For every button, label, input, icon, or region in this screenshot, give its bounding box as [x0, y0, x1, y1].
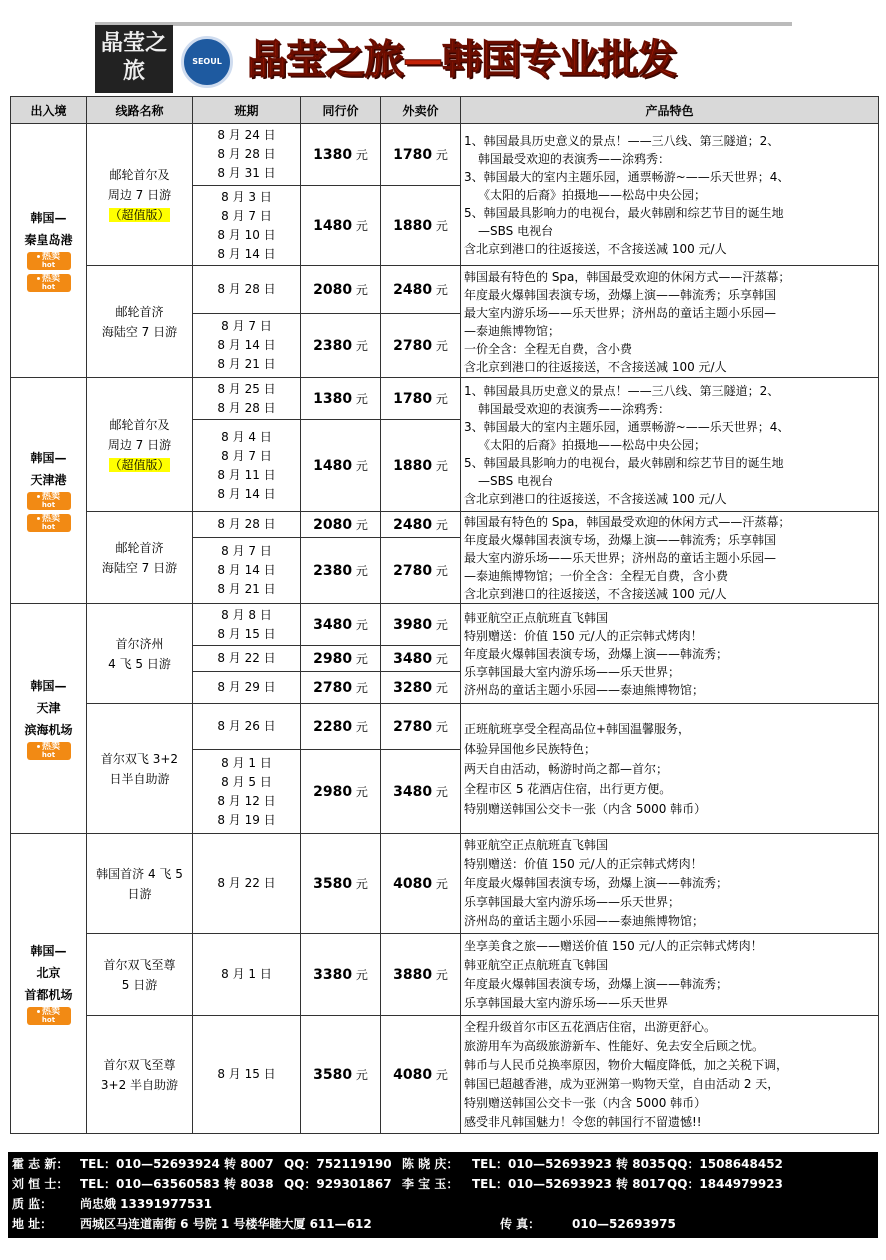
peer-price: 2380 元 [301, 538, 381, 604]
peer-price: 3380 元 [301, 934, 381, 1016]
departure-dates: 8 月 1 日 [193, 934, 301, 1016]
route-name: 首尔双飞 3+2 日半自助游 [87, 704, 193, 834]
col-header-route: 线路名称 [87, 97, 193, 124]
departure-dates: 8 月 22 日 [193, 834, 301, 934]
retail-price: 1880 元 [381, 420, 461, 512]
page-title: 晶莹之旅—韩国专业批发 [247, 36, 676, 83]
route-name: 邮轮首尔及 周边 7 日游 （超值版） [87, 124, 193, 266]
address-value: 西城区马连道南街 6 号院 1 号楼华睦大厦 611—612 [80, 1217, 372, 1231]
peer-price: 3580 元 [301, 1016, 381, 1134]
peer-price: 2980 元 [301, 646, 381, 672]
departure-dates: 8 月 29 日 [193, 672, 301, 704]
contact-tel: TEL：010—52693924 转 8007 [80, 1157, 274, 1171]
hot-badge-icon: 热卖 hot [27, 1007, 71, 1025]
departure-dates: 8 月 24 日 8 月 28 日 8 月 31 日 [193, 124, 301, 186]
contact-qq: QQ：929301867 [284, 1177, 392, 1191]
contact-name: 陈 晓 庆： [402, 1157, 459, 1171]
fax-label: 传 真： [500, 1217, 541, 1231]
retail-price: 2480 元 [381, 512, 461, 538]
retail-price: 2780 元 [381, 704, 461, 750]
retail-price: 3480 元 [381, 646, 461, 672]
contact-name: 刘 恒 士： [12, 1177, 69, 1191]
route-name: 首尔双飞至尊 5 日游 [87, 934, 193, 1016]
product-features: 韩亚航空正点航班直飞韩国 特别赠送：价值 150 元/人的正宗韩式烤肉！ 年度最火爆韩国表演专场，劲爆上演——韩流秀； 乐享韩国最大室内游乐场——乐天世界； 济州岛的童话主题小乐园——泰迪熊博物馆； [461, 834, 879, 934]
contact-tel: TEL：010—52693923 转 8017 [472, 1177, 666, 1191]
col-header-features: 产品特色 [461, 97, 879, 124]
port-cell-tianjin-port: 韩国— 天津港 热卖 hot 热卖 hot [11, 378, 87, 604]
retail-price: 1780 元 [381, 378, 461, 420]
peer-price: 3580 元 [301, 834, 381, 934]
table-row [11, 266, 879, 314]
table-row [11, 834, 879, 934]
page-header [95, 22, 795, 94]
table-row [11, 124, 879, 186]
departure-dates: 8 月 28 日 [193, 266, 301, 314]
col-header-peer-price: 同行价 [301, 97, 381, 124]
port-cell-beijing-airport: 韩国— 北京 首都机场 热卖 hot [11, 834, 87, 1134]
departure-dates: 8 月 4 日 8 月 7 日 8 月 11 日 8 月 14 日 [193, 420, 301, 512]
contact-tel: TEL：010—63560583 转 8038 [80, 1177, 274, 1191]
retail-price: 3480 元 [381, 750, 461, 834]
col-header-retail-price: 外卖价 [381, 97, 461, 124]
departure-dates: 8 月 22 日 [193, 646, 301, 672]
departure-dates: 8 月 3 日 8 月 7 日 8 月 10 日 8 月 14 日 [193, 186, 301, 266]
col-header-port: 出入境 [11, 97, 87, 124]
hot-badge-icon: 热卖 hot [27, 514, 71, 532]
route-name: 邮轮首济 海陆空 7 日游 [87, 512, 193, 604]
product-features: 1、韩国最具历史意义的景点！——三八线、第三隧道；2、 韩国最受欢迎的表演秀——涂鸦秀： 3、韩国最大的室内主题乐园，通票畅游~——乐天世界；4、 《太阳的后裔》拍摄地——松岛中央公园； 5、韩国最具影响力的电视台，最火韩剧和综艺节目的诞生地 —SBS 电视台 含北京到港口的往返接送，不含接送减 100 元/人 [461, 124, 879, 266]
address-label: 地 址： [12, 1217, 53, 1231]
hot-badge-icon: 热卖 hot [27, 274, 71, 292]
fax-value: 010—52693975 [572, 1217, 676, 1231]
product-features: 全程升级首尔市区五花酒店住宿，出游更舒心。 旅游用车为高级旅游新车、性能好、免去安全后顾之忧。 韩币与人民币兑换率原因，物价大幅度降低，加之关税下调， 韩国已超越香港，成为亚洲第一购物天堂，自由活动 2 天， 特别赠送韩国公交卡一张（内含 5000 韩币） 感受非凡韩国魅力！令您的韩国行不留遗憾!! [461, 1016, 879, 1134]
contact-qq: QQ：1508648452 [667, 1157, 783, 1171]
retail-price: 3980 元 [381, 604, 461, 646]
product-features: 韩亚航空正点航班直飞韩国 特别赠送：价值 150 元/人的正宗韩式烤肉！ 年度最火爆韩国表演专场，劲爆上演——韩流秀； 乐享韩国最大室内游乐场——乐天世界； 济州岛的童话主题小乐园——泰迪熊博物馆； [461, 604, 879, 704]
port-cell-qinhuangdao: 韩国— 秦皇岛港 热卖 hot 热卖 hot [11, 124, 87, 378]
peer-price: 2380 元 [301, 314, 381, 378]
product-features: 正班航班享受全程高品位+韩国温馨服务， 体验异国他乡民族特色； 两天自由活动，畅游时尚之都—首尔； 全程市区 5 花酒店住宿，出行更方便。 特别赠送韩国公交卡一张（内含 5000 韩币） [461, 704, 879, 834]
retail-price: 2780 元 [381, 314, 461, 378]
table-row [11, 512, 879, 538]
contact-qq: QQ：1844979923 [667, 1177, 783, 1191]
brand-logo: 晶莹之旅 [95, 25, 173, 93]
seoul-badge-icon: SEOUL [181, 36, 233, 88]
retail-price: 4080 元 [381, 1016, 461, 1134]
peer-price: 2780 元 [301, 672, 381, 704]
product-features: 坐享美食之旅——赠送价值 150 元/人的正宗韩式烤肉！ 韩亚航空正点航班直飞韩国 年度最火爆韩国表演专场，劲爆上演——韩流秀； 乐享韩国最大室内游乐场——乐天世界 [461, 934, 879, 1016]
price-table [10, 96, 879, 1134]
peer-price: 1380 元 [301, 378, 381, 420]
route-name: 首尔双飞至尊 3+2 半自助游 [87, 1016, 193, 1134]
product-features: 韩国最有特色的 Spa，韩国最受欢迎的休闲方式——汗蒸幕； 年度最火爆韩国表演专场，劲爆上演——韩流秀；乐享韩国 最大室内游乐场——乐天世界；济州岛的童话主题小乐园— —泰迪熊博物馆； 一价全含：全程无自费，含小费 含北京到港口的往返接送，不含接送减 100 元/人 [461, 266, 879, 378]
departure-dates: 8 月 15 日 [193, 1016, 301, 1134]
contact-qq: QQ：752119190 [284, 1157, 392, 1171]
table-row [11, 378, 879, 420]
product-features: 韩国最有特色的 Spa，韩国最受欢迎的休闲方式——汗蒸幕； 年度最火爆韩国表演专场，劲爆上演——韩流秀；乐享韩国 最大室内游乐场——乐天世界；济州岛的童话主题小乐园— —泰迪熊博物馆；一价全含：全程无自费，含小费 含北京到港口的往返接送，不含接送减 100 元/人 [461, 512, 879, 604]
peer-price: 1380 元 [301, 124, 381, 186]
contact-tel: TEL：010—52693923 转 8035 [472, 1157, 666, 1171]
peer-price: 1480 元 [301, 186, 381, 266]
retail-price: 4080 元 [381, 834, 461, 934]
retail-price: 3280 元 [381, 672, 461, 704]
table-row [11, 1016, 879, 1134]
supervisor-label: 质 监： [12, 1197, 53, 1211]
supervisor-value: 尚忠娥 13391977531 [80, 1197, 213, 1211]
table-row [11, 604, 879, 646]
col-header-dates: 班期 [193, 97, 301, 124]
retail-price: 2780 元 [381, 538, 461, 604]
hot-badge-icon: 热卖 hot [27, 252, 71, 270]
port-cell-tianjin-airport: 韩国— 天津 滨海机场 热卖 hot [11, 604, 87, 834]
route-name: 邮轮首尔及 周边 7 日游 （超值版） [87, 378, 193, 512]
retail-price: 1780 元 [381, 124, 461, 186]
table-header-row [11, 97, 879, 124]
header-rule [95, 22, 792, 26]
retail-price: 2480 元 [381, 266, 461, 314]
route-name: 韩国首济 4 飞 5 日游 [87, 834, 193, 934]
retail-price: 1880 元 [381, 186, 461, 266]
departure-dates: 8 月 25 日 8 月 28 日 [193, 378, 301, 420]
product-features: 1、韩国最具历史意义的景点！——三八线、第三隧道；2、 韩国最受欢迎的表演秀——涂鸦秀： 3、韩国最大的室内主题乐园，通票畅游~——乐天世界；4、 《太阳的后裔》拍摄地——松岛中央公园； 5、韩国最具影响力的电视台，最火韩剧和综艺节目的诞生地 —SBS 电视台 含北京到港口的往返接送，不含接送减 100 元/人 [461, 378, 879, 512]
departure-dates: 8 月 1 日 8 月 5 日 8 月 12 日 8 月 19 日 [193, 750, 301, 834]
peer-price: 3480 元 [301, 604, 381, 646]
peer-price: 2980 元 [301, 750, 381, 834]
peer-price: 2080 元 [301, 512, 381, 538]
contact-footer [8, 1152, 878, 1238]
peer-price: 1480 元 [301, 420, 381, 512]
departure-dates: 8 月 28 日 [193, 512, 301, 538]
departure-dates: 8 月 8 日 8 月 15 日 [193, 604, 301, 646]
route-name: 邮轮首济 海陆空 7 日游 [87, 266, 193, 378]
departure-dates: 8 月 26 日 [193, 704, 301, 750]
hot-badge-icon: 热卖 hot [27, 492, 71, 510]
contact-name: 霍 志 新： [12, 1157, 69, 1171]
departure-dates: 8 月 7 日 8 月 14 日 8 月 21 日 [193, 314, 301, 378]
hot-badge-icon: 热卖 hot [27, 742, 71, 760]
table-row [11, 704, 879, 750]
route-name: 首尔济州 4 飞 5 日游 [87, 604, 193, 704]
peer-price: 2080 元 [301, 266, 381, 314]
contact-name: 李 宝 玉： [402, 1177, 459, 1191]
table-row [11, 934, 879, 1016]
departure-dates: 8 月 7 日 8 月 14 日 8 月 21 日 [193, 538, 301, 604]
retail-price: 3880 元 [381, 934, 461, 1016]
peer-price: 2280 元 [301, 704, 381, 750]
